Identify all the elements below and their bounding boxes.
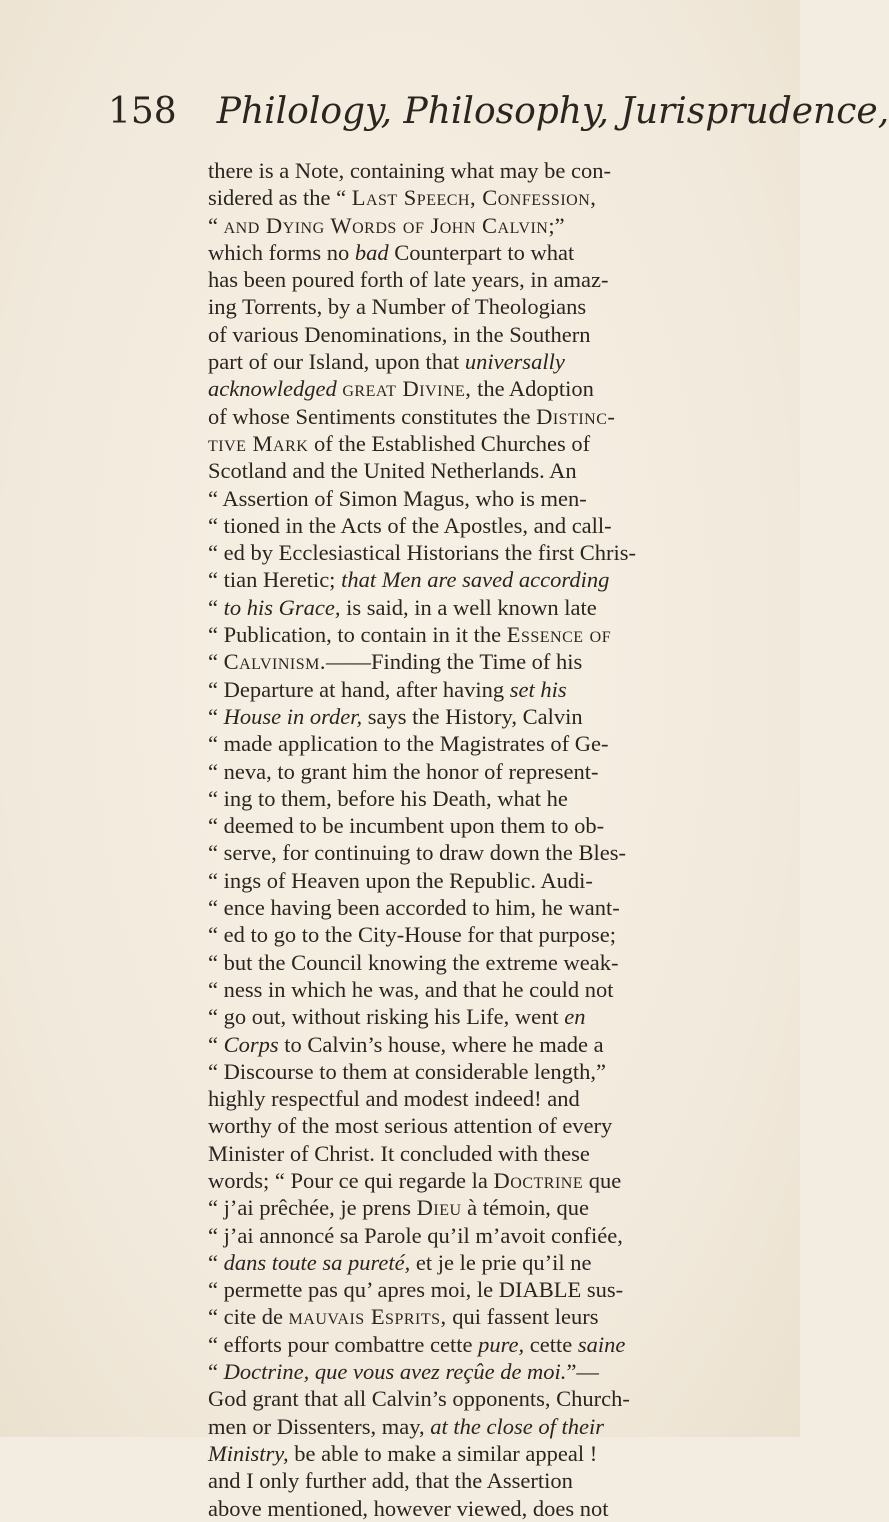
text-span: Doctrine, que vous avez reçûe de moi. xyxy=(223,1359,567,1385)
text-span: be able to make a similar appeal ! xyxy=(288,1440,598,1466)
text-line xyxy=(208,184,728,211)
text-span: “ xyxy=(208,1249,224,1275)
text-line xyxy=(208,976,728,1003)
text-span: Dieu xyxy=(416,1195,462,1221)
text-span: “ ence having been accorded to him, he want- xyxy=(208,895,620,921)
text-span: great Divine, xyxy=(342,376,472,402)
text-span: Distinc- xyxy=(536,403,616,429)
text-span: words; “ Pour ce qui regarde la xyxy=(208,1167,494,1193)
text-line xyxy=(208,1031,728,1058)
text-span: “ go out, without risking his Life, went xyxy=(208,1004,565,1030)
text-span: qui fassent leurs xyxy=(446,1304,599,1330)
text-span: “ deemed to be incumbent upon them to ob- xyxy=(208,813,605,839)
text-span: à témoin, que xyxy=(461,1195,590,1221)
text-line xyxy=(208,839,728,866)
text-span: men or Dissenters, may, xyxy=(208,1413,431,1439)
text-span: of various Denominations, in the Southern xyxy=(208,321,591,347)
text-span: to his Grace, xyxy=(223,594,341,620)
running-title: Philology, Philosophy, Jurisprudence, xyxy=(216,91,889,132)
text-span: set his xyxy=(509,676,567,702)
text-span: “ xyxy=(208,212,224,238)
text-span: worthy of the most serious attention of every xyxy=(208,1113,613,1139)
text-span: “ j’ai prêchée, je prens xyxy=(208,1195,417,1221)
text-line xyxy=(208,266,728,293)
text-line xyxy=(208,730,728,757)
text-span: Corps xyxy=(223,1031,279,1057)
text-span: “ neva, to grant him the honor of represent- xyxy=(208,758,599,784)
text-span: pure, xyxy=(478,1331,525,1357)
text-line xyxy=(208,430,728,457)
text-line xyxy=(208,703,728,730)
text-span: highly respectful and modest indeed! and xyxy=(208,1086,580,1112)
text-span: Doctrine xyxy=(493,1167,584,1193)
text-span: which forms no xyxy=(208,239,355,265)
text-span: “ xyxy=(208,649,224,675)
text-line xyxy=(208,1331,728,1358)
text-span: part of our Island, upon that xyxy=(208,349,465,375)
text-span: “ ness in which he was, and that he could not xyxy=(208,976,614,1002)
text-span: Calvinism. xyxy=(223,649,327,675)
text-span: ing Torrents, by a Number of Theologians xyxy=(208,294,587,320)
text-line xyxy=(208,1194,728,1221)
page-header xyxy=(108,91,889,132)
text-span: en xyxy=(564,1004,586,1030)
text-line xyxy=(208,566,728,593)
text-line xyxy=(208,348,728,375)
text-line xyxy=(208,676,728,703)
text-span: above mentioned, however viewed, does not xyxy=(208,1495,609,1521)
text-span: universally xyxy=(464,349,565,375)
text-line xyxy=(208,1303,728,1330)
text-span: “ tian Heretic; xyxy=(208,567,342,593)
text-span: ——Finding the Time of his xyxy=(326,649,583,675)
text-span: Minister of Christ. It concluded with these xyxy=(208,1140,590,1166)
text-span: “ xyxy=(208,703,224,729)
text-line xyxy=(208,594,728,621)
text-line xyxy=(208,1467,728,1494)
text-span: and I only further add, that the Assertion xyxy=(208,1468,573,1494)
text-line xyxy=(208,1222,728,1249)
text-line xyxy=(208,375,728,402)
text-line xyxy=(208,1140,728,1167)
text-span: “ xyxy=(208,594,224,620)
text-span: et je le prie qu’il ne xyxy=(410,1249,592,1275)
text-span: “ but the Council knowing the extreme weak- xyxy=(208,949,619,975)
text-line xyxy=(208,1440,728,1467)
text-span: “ j’ai annoncé sa Parole qu’il m’avoit confiée, xyxy=(208,1222,623,1248)
text-line xyxy=(208,539,728,566)
text-span: and Dying Words of John Calvin xyxy=(223,212,549,238)
text-span: tive Mark xyxy=(208,430,309,456)
text-span: of the Established Churches of xyxy=(308,430,591,456)
text-span: “ tioned in the Acts of the Apostles, and call- xyxy=(208,512,612,538)
text-line xyxy=(208,1249,728,1276)
text-span: Counterpart to what xyxy=(388,239,575,265)
text-line xyxy=(208,648,728,675)
text-span: Last Speech, Confession, xyxy=(351,185,597,211)
text-line xyxy=(208,949,728,976)
text-line xyxy=(208,157,728,184)
text-line xyxy=(208,512,728,539)
text-span: “ cite de xyxy=(208,1304,289,1330)
text-span: dans toute sa pureté, xyxy=(223,1249,411,1275)
text-span: sidered as the “ xyxy=(208,185,352,211)
text-span: “ permette pas qu’ apres moi, le DIABLE sus- xyxy=(208,1277,624,1303)
text-span: “ xyxy=(208,1359,224,1385)
text-line xyxy=(208,758,728,785)
text-line xyxy=(208,1495,728,1522)
text-line xyxy=(208,212,728,239)
text-span: “ ed to go to the City-House for that purpose; xyxy=(208,922,617,948)
text-line xyxy=(208,812,728,839)
text-span: God grant that all Calvin’s opponents, Church- xyxy=(208,1386,630,1412)
text-span: Ministry, xyxy=(208,1440,289,1466)
text-span: cette xyxy=(524,1331,578,1357)
text-span: to Calvin’s house, where he made a xyxy=(278,1031,604,1057)
text-span: “ ings of Heaven upon the Republic. Audi- xyxy=(208,867,593,893)
text-span: “ made application to the Magistrates of Ge- xyxy=(208,731,609,757)
text-span: “ efforts pour combattre cette xyxy=(208,1331,479,1357)
text-line xyxy=(208,1276,728,1303)
text-line xyxy=(208,239,728,266)
text-span: ”— xyxy=(566,1359,599,1385)
text-span: bad xyxy=(354,239,389,265)
text-line xyxy=(208,457,728,484)
text-line xyxy=(208,485,728,512)
text-span: mauvais Esprits, xyxy=(288,1304,447,1330)
text-line xyxy=(208,293,728,320)
text-span: acknowledged xyxy=(208,376,337,402)
text-line xyxy=(208,921,728,948)
text-span: “ ed by Ecclesiastical Historians the first Chris- xyxy=(208,540,637,566)
text-span: says the History, Calvin xyxy=(362,703,583,729)
text-span: at the close of their xyxy=(430,1413,604,1439)
text-span: “ xyxy=(208,1031,224,1057)
text-line xyxy=(208,1085,728,1112)
text-line xyxy=(208,785,728,812)
text-span: “ Discourse to them at considerable length,” xyxy=(208,1058,606,1084)
text-span: is said, in a well known late xyxy=(340,594,597,620)
text-span: “ ing to them, before his Death, what he xyxy=(208,785,568,811)
text-span: House in order, xyxy=(223,703,363,729)
text-line xyxy=(208,403,728,430)
text-span: “ Assertion of Simon Magus, who is men- xyxy=(208,485,587,511)
text-span: saine xyxy=(577,1331,626,1357)
text-span: there is a Note, containing what may be con- xyxy=(208,158,611,183)
text-line xyxy=(208,1112,728,1139)
text-line xyxy=(208,1358,728,1385)
text-line xyxy=(208,1413,728,1440)
text-line xyxy=(208,1167,728,1194)
text-line xyxy=(208,621,728,648)
text-span: the Adoption xyxy=(471,376,594,402)
page-number: 158 xyxy=(108,91,177,132)
text-span: ;” xyxy=(548,212,565,238)
text-span: que xyxy=(583,1167,622,1193)
text-span: “ Departure at hand, after having xyxy=(208,676,510,702)
text-span: Scotland and the United Netherlands. An xyxy=(208,458,577,484)
text-span: “ serve, for continuing to draw down the Bles- xyxy=(208,840,627,866)
text-span: that Men are saved according xyxy=(341,567,610,593)
text-span: has been poured forth of late years, in amaz- xyxy=(208,267,609,293)
text-line xyxy=(208,1058,728,1085)
text-line xyxy=(208,894,728,921)
text-line xyxy=(208,867,728,894)
text-span: “ Publication, to contain in it the xyxy=(208,622,507,648)
text-line xyxy=(208,1003,728,1030)
text-line xyxy=(208,321,728,348)
text-span: of whose Sentiments constitutes the xyxy=(208,403,537,429)
text-span: Essence of xyxy=(506,622,612,648)
text-line xyxy=(208,1385,728,1412)
body-text xyxy=(208,157,728,1522)
